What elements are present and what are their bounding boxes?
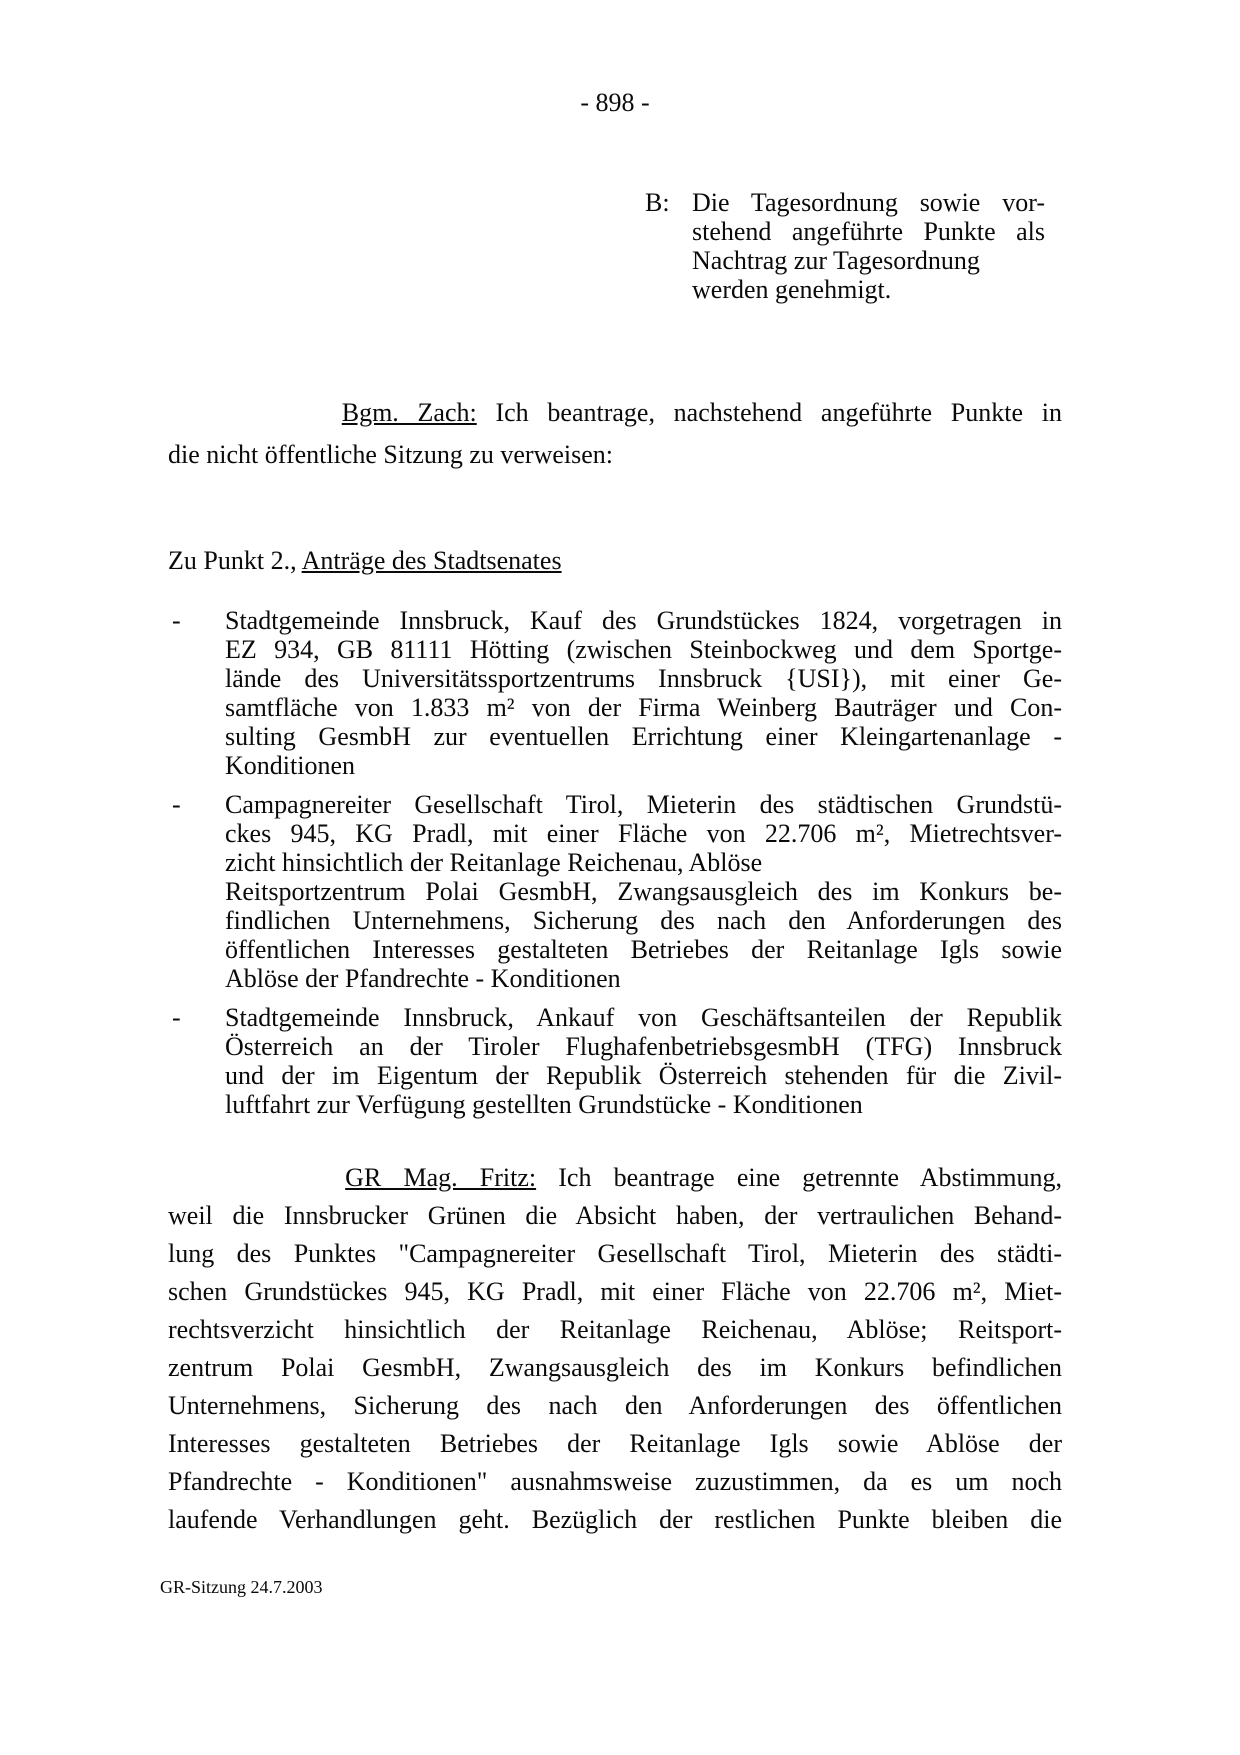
agenda-item-prefix: Zu Punkt 2., — [168, 546, 302, 575]
text-line: Österreich an der Tiroler FlughafenbetriebsgesmbH (TFG) Innsbruck — [225, 1032, 1062, 1061]
text-line: Die Tagesordnung sowie vor- — [692, 188, 1045, 217]
text-line: ckes 945, KG Pradl, mit einer Fläche von 22.706 m², Mietrechtsver- — [225, 819, 1062, 848]
text-line: werden genehmigt. — [692, 275, 892, 304]
list-item — [168, 1003, 1062, 1119]
footer-session-label: GR-Sitzung 24.7.2003 — [160, 1577, 323, 1597]
text-line: Konditionen — [225, 751, 355, 780]
text-line: zentrum Polai GesmbH, Zwangsausgleich des im Konkurs befindlichen — [168, 1353, 1062, 1382]
resolution-label: B: — [645, 188, 670, 217]
text-line: Ablöse der Pfandrechte - Konditionen — [225, 964, 621, 993]
text-line: samtfläche von 1.833 m² von der Firma Weinberg Bauträger und Con- — [225, 693, 1062, 722]
text-line: findlichen Unternehmens, Sicherung des nach den Anforderungen des — [225, 906, 1062, 935]
agenda-item-heading — [168, 546, 1062, 576]
text-line: laufende Verhandlungen geht. Bezüglich der restlichen Punkte bleiben die — [168, 1505, 1062, 1534]
list-item-text — [225, 790, 1062, 993]
motion-fritz-paragraph — [168, 1159, 1062, 1539]
bullet-dash: - — [172, 1003, 181, 1032]
motion-fritz-text — [168, 1197, 1062, 1539]
motion-zach-line1: Ich beantrage, nachstehend angeführte Punkte in — [495, 398, 1062, 427]
text-line: lände des Universitätssportzentrums Innsbruck {USI}), mit einer Ge- — [225, 664, 1062, 693]
text-line: Unternehmens, Sicherung des nach den Anforderungen des öffentlichen — [168, 1391, 1062, 1420]
resolution-text — [692, 188, 1045, 304]
text-line: Campagnereiter Gesellschaft Tirol, Mieterin des städtischen Grundstü- — [225, 790, 1062, 819]
text-line: Nachtrag zur Tagesordnung — [692, 246, 980, 275]
text-line: stehend angeführte Punkte als — [692, 217, 1045, 246]
text-line: rechtsverzicht hinsichtlich der Reitanlage Reichenau, Ablöse; Reitsport- — [168, 1315, 1062, 1344]
text-line: Stadtgemeinde Innsbruck, Kauf des Grundstückes 1824, vorgetragen in — [225, 606, 1062, 635]
speaker-name-fritz: GR Mag. Fritz: — [345, 1163, 537, 1192]
page-number: - 898 - — [580, 88, 650, 117]
motion-fritz-line1: Ich beantrage eine getrennte Abstimmung, — [558, 1163, 1063, 1192]
text-line: öffentlichen Interesses gestalteten Betriebes der Reitanlage Igls sowie — [225, 935, 1062, 964]
resolution-block — [645, 188, 1062, 304]
bullet-dash: - — [172, 606, 181, 635]
text-line — [168, 1159, 1062, 1197]
text-line: EZ 934, GB 81111 Hötting (zwischen Steinbockweg und dem Sportge- — [225, 635, 1062, 664]
agenda-bullet-list — [168, 606, 1062, 1119]
text-line: weil die Innsbrucker Grünen die Absicht haben, der vertraulichen Behand- — [168, 1201, 1062, 1230]
agenda-item-title: Anträge des Stadtsenates — [301, 546, 562, 575]
text-line — [168, 392, 1062, 434]
motion-zach-paragraph — [168, 392, 1062, 476]
text-line: Interesses gestalteten Betriebes der Reitanlage Igls sowie Ablöse der — [168, 1429, 1062, 1458]
text-line: schen Grundstückes 945, KG Pradl, mit einer Fläche von 22.706 m², Miet- — [168, 1277, 1062, 1306]
text-line: sulting GesmbH zur eventuellen Errichtung einer Kleingartenanlage - — [225, 722, 1062, 751]
list-item-text — [225, 606, 1062, 780]
motion-zach-line2: die nicht öffentliche Sitzung zu verweisen: — [168, 440, 613, 469]
bullet-dash: - — [172, 790, 181, 819]
list-item — [168, 790, 1062, 993]
text-line: luftfahrt zur Verfügung gestellten Grundstücke - Konditionen — [225, 1090, 863, 1119]
text-line: zicht hinsichtlich der Reitanlage Reichenau, Ablöse — [225, 848, 763, 877]
text-line: und der im Eigentum der Republik Österreich stehenden für die Zivil- — [225, 1061, 1062, 1090]
text-line: Reitsportzentrum Polai GesmbH, Zwangsausgleich des im Konkurs be- — [225, 877, 1062, 906]
speaker-name-zach: Bgm. Zach: — [341, 398, 477, 427]
text-line: lung des Punktes "Campagnereiter Gesellschaft Tirol, Mieterin des städti- — [168, 1239, 1062, 1268]
list-item — [168, 606, 1062, 780]
text-line: Stadtgemeinde Innsbruck, Ankauf von Geschäftsanteilen der Republik — [225, 1003, 1062, 1032]
text-line: Pfandrechte - Konditionen" ausnahmsweise zuzustimmen, da es um noch — [168, 1467, 1062, 1496]
list-item-text — [225, 1003, 1062, 1119]
